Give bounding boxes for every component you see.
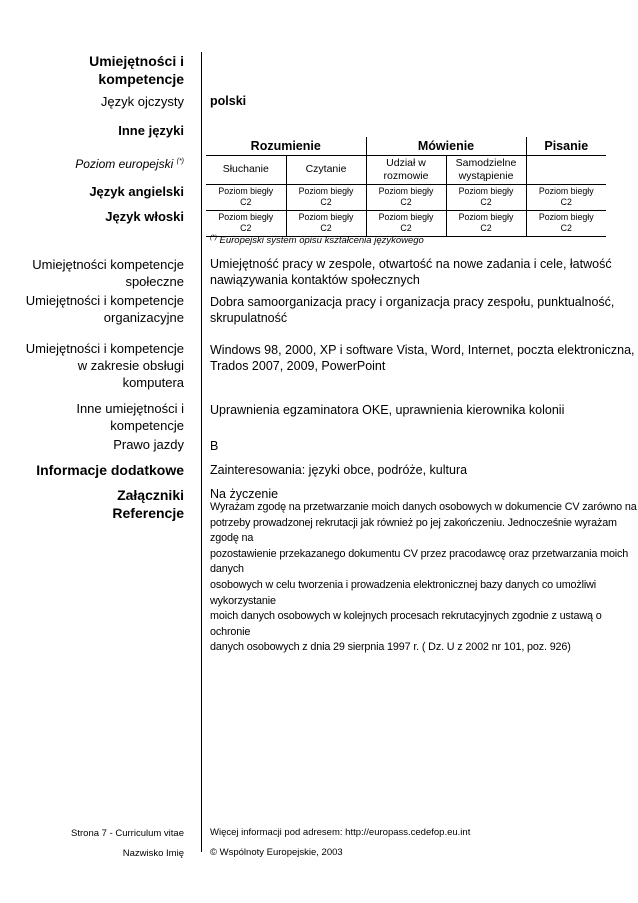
footer-page-label: Strona 7 - Curriculum vitae — [71, 828, 184, 839]
group-understanding: Rozumienie — [206, 137, 366, 155]
other-skills-value: Uprawnienia egzaminatora OKE, uprawnienia kierownika kolonii — [210, 403, 565, 417]
subheader-listening: Słuchanie — [206, 155, 286, 184]
vertical-divider — [201, 52, 202, 852]
language-italian-label: Język włoski — [105, 209, 184, 224]
subheader-production: Samodzielne wystąpienie — [446, 155, 526, 184]
level-cell: Poziom biegły C2 — [366, 210, 446, 236]
organisational-skills-label: Umiejętności i kompetencje organizacyjne — [25, 293, 184, 325]
data-consent-clause: Wyrażam zgodę na przetwarzanie moich danych osobowych w dokumencie CV zarówno na potrzeby prowadzonej rekrutacji jak również po jej zakończeniu. Jednocześnie wyrażam zgodę na pozostawienie przekazanego dokumentu CV przez pracodawcę oraz przetwarzania moich danych osobowych w celu tworzenia i prowadzenia elektronicznej bazy danych co umożliwi wykorzystanie moich danych osobowych w kolejnych procesach rekrutacyjnych zgodnie z ustawą o ochronie danych osobowych z dnia 29 sierpnia 1997 r. ( Dz. U z 2002 nr 101, poz. 926) — [210, 501, 637, 654]
driving-licence-value: B — [210, 439, 219, 453]
annexes-label: Załączniki Referencje — [112, 487, 184, 521]
group-writing: Pisanie — [526, 137, 606, 155]
annexes-value: Na życzenie — [210, 487, 279, 501]
language-english-label: Język angielski — [89, 184, 184, 199]
mother-tongue-value: polski — [210, 94, 247, 108]
other-languages-label: Inne języki — [118, 123, 184, 138]
european-level-label: Poziom europejski (*) — [75, 157, 184, 171]
level-cell: Poziom biegły C2 — [206, 184, 286, 210]
level-cell: Poziom biegły C2 — [526, 210, 606, 236]
language-level-table — [206, 137, 606, 237]
level-cell: Poziom biegły C2 — [286, 184, 366, 210]
level-cell: Poziom biegły C2 — [206, 210, 286, 236]
language-footnote: (*) Europejski system opisu kształcenia językowego — [210, 234, 424, 247]
skills-title: Umiejętności i kompetencje — [89, 53, 184, 87]
social-skills-label: Umiejętności kompetencje społeczne — [32, 257, 184, 289]
group-speaking: Mówienie — [366, 137, 526, 155]
subheader-writing-empty — [526, 155, 606, 184]
table-row — [206, 210, 606, 236]
computer-skills-value: Windows 98, 2000, XP i software Vista, Word, Internet, poczta elektroniczna, Trados 2007, 2009, PowerPoint — [210, 343, 635, 373]
level-cell: Poziom biegły C2 — [446, 184, 526, 210]
level-cell: Poziom biegły C2 — [526, 184, 606, 210]
table-row — [206, 184, 606, 210]
organisational-skills-value: Dobra samoorganizacja pracy i organizacja pracy zespołu, punktualność, skrupulatność — [210, 295, 615, 325]
footer-more-info: Więcej informacji pod adresem: http://europass.cedefop.eu.int — [210, 827, 471, 838]
footer-copyright: © Wspólnoty Europejskie, 2003 — [210, 847, 343, 858]
level-cell: Poziom biegły C2 — [446, 210, 526, 236]
additional-info-value: Zainteresowania: języki obce, podróże, kultura — [210, 463, 468, 477]
subheader-reading: Czytanie — [286, 155, 366, 184]
level-cell: Poziom biegły C2 — [286, 210, 366, 236]
additional-info-label: Informacje dodatkowe — [36, 462, 184, 478]
footer-name-label: Nazwisko Imię — [122, 848, 184, 859]
other-skills-label: Inne umiejętności i kompetencje — [76, 401, 184, 433]
driving-licence-label: Prawo jazdy — [113, 437, 184, 452]
social-skills-value: Umiejętność pracy w zespole, otwartość na nowe zadania i cele, łatwość nawiązywania kontaktów społecznych — [210, 257, 612, 287]
mother-tongue-label: Język ojczysty — [100, 94, 184, 109]
subheader-interaction: Udział w rozmowie — [366, 155, 446, 184]
computer-skills-label: Umiejętności i kompetencje w zakresie obsługi komputera — [25, 341, 184, 390]
level-cell: Poziom biegły C2 — [366, 184, 446, 210]
